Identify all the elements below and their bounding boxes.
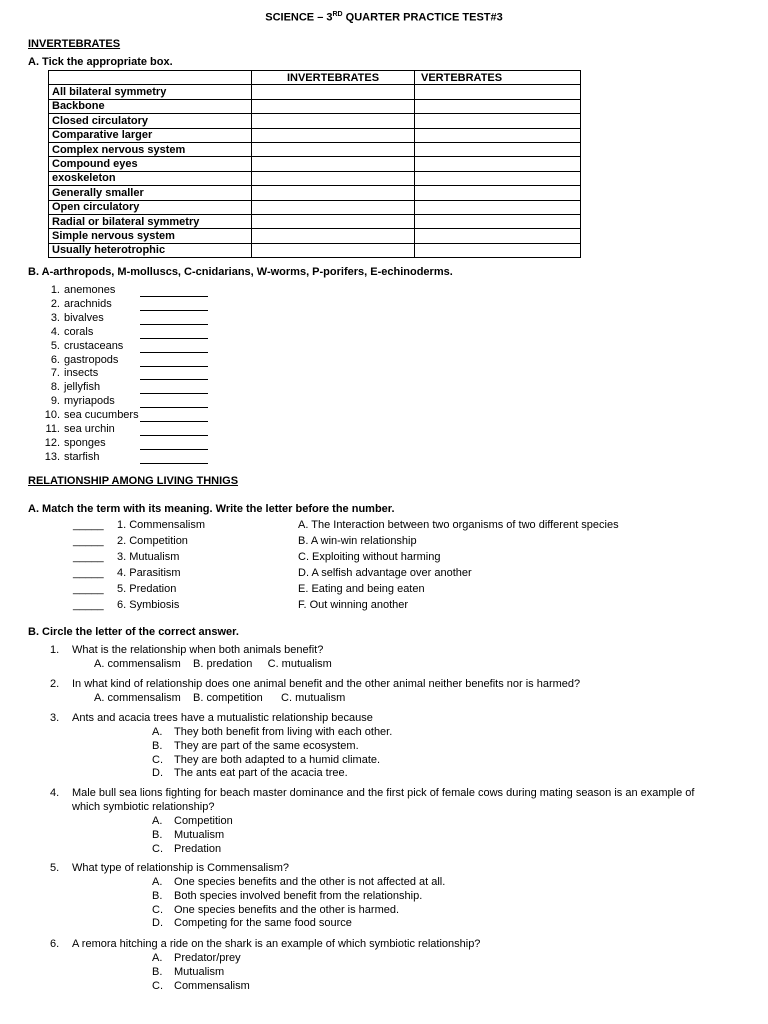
list-number: 3. xyxy=(50,311,60,324)
option-text: One species benefits and the other is harmed. xyxy=(174,903,400,916)
option-text: The ants eat part of the acacia tree. xyxy=(174,767,348,780)
match-meaning: C. Exploiting without harming xyxy=(298,551,441,563)
match-meaning: A. The Interaction between two organisms of two different species xyxy=(298,519,619,531)
invertebrate-tick-box[interactable] xyxy=(252,142,415,156)
invertebrate-tick-box[interactable] xyxy=(252,243,415,257)
list-number: 12. xyxy=(44,436,60,449)
list-number: 1. xyxy=(50,284,60,296)
answer-blank[interactable] xyxy=(140,410,208,422)
vertebrate-tick-box[interactable] xyxy=(415,243,581,257)
match-term: 6. Symbiosis xyxy=(117,599,180,611)
trait-label: Closed circulatory xyxy=(49,114,252,128)
list-number: 13. xyxy=(44,450,60,463)
answer-blank[interactable] xyxy=(140,299,208,311)
table-header-blank xyxy=(49,71,252,85)
answer-blank[interactable] xyxy=(140,424,208,436)
option-letter[interactable]: D. xyxy=(152,917,163,930)
tick-table xyxy=(48,70,581,258)
option-text: Commensalism xyxy=(174,979,250,992)
option-text: Mutualism xyxy=(174,965,225,978)
part-a-instruction: A. Tick the appropriate box. xyxy=(28,56,173,68)
match-meaning: D. A selfish advantage over another xyxy=(298,567,472,579)
option-text: They are both adapted to a humid climate. xyxy=(174,753,381,766)
table-row xyxy=(49,200,581,214)
list-number: 2. xyxy=(50,297,60,310)
match-instruction: A. Match the term with its meaning. Write the letter before the number. xyxy=(28,503,395,515)
question-number: 5. xyxy=(50,862,60,874)
list-label: myriapods xyxy=(64,395,115,408)
option-letter[interactable]: B. xyxy=(152,965,163,978)
question-text: What is the relationship when both animals benefit? xyxy=(72,644,324,656)
option-letter[interactable]: B. xyxy=(152,828,163,841)
match-blank[interactable]: _____ xyxy=(73,599,104,611)
question-text: What type of relationship is Commensalism? xyxy=(72,862,290,874)
table-row xyxy=(49,157,581,171)
match-blank[interactable]: _____ xyxy=(73,567,104,579)
trait-label: Usually heterotrophic xyxy=(49,243,252,257)
match-term: 4. Parasitism xyxy=(117,567,181,579)
answer-blank[interactable] xyxy=(140,327,208,339)
option-letter[interactable]: A. xyxy=(152,726,163,738)
answer-blank[interactable] xyxy=(140,438,208,450)
section-heading-relationships: RELATIONSHIP AMONG LIVING THNIGS xyxy=(28,475,239,487)
question-text: In what kind of relationship does one animal benefit and the other animal neither benefits nor is harmed? xyxy=(72,678,581,690)
circle-instruction: B. Circle the letter of the correct answer. xyxy=(28,626,239,638)
list-number: 7. xyxy=(50,367,60,380)
question-text: Ants and acacia trees have a mutualistic relationship because xyxy=(72,712,373,724)
trait-label: All bilateral symmetry xyxy=(49,85,252,99)
list-number: 8. xyxy=(50,381,60,394)
option-letter[interactable]: C. xyxy=(152,903,163,916)
trait-label: Comparative larger xyxy=(49,128,252,142)
vertebrate-tick-box[interactable] xyxy=(415,114,581,128)
answer-blank[interactable] xyxy=(140,452,208,464)
table-row xyxy=(49,114,581,128)
vertebrate-tick-box[interactable] xyxy=(415,200,581,214)
vertebrate-tick-box[interactable] xyxy=(415,214,581,228)
list-label: jellyfish xyxy=(64,381,101,394)
trait-label: Simple nervous system xyxy=(49,229,252,243)
list-item xyxy=(44,312,104,324)
list-label: arachnids xyxy=(64,297,112,310)
list-number: 11. xyxy=(45,423,60,435)
list-item xyxy=(44,423,115,435)
vertebrate-tick-box[interactable] xyxy=(415,85,581,99)
option-text: Predator/prey xyxy=(174,952,241,964)
list-label: corals xyxy=(64,325,94,338)
table-row xyxy=(49,99,581,113)
invertebrate-tick-box[interactable] xyxy=(252,186,415,200)
table-header-vertebrates: VERTEBRATES xyxy=(415,71,581,85)
option-letter[interactable]: A. xyxy=(152,876,163,888)
list-label: insects xyxy=(64,367,99,380)
invertebrate-tick-box[interactable] xyxy=(252,214,415,228)
answer-blank[interactable] xyxy=(140,285,208,297)
table-row xyxy=(49,186,581,200)
option-text: They are part of the same ecosystem. xyxy=(174,739,359,752)
list-number: 5. xyxy=(50,339,60,352)
part-b-instruction: B. A-arthropods, M-molluscs, C-cnidarians, W-worms, P-porifers, E-echinoderms. xyxy=(28,266,453,278)
list-label: sea cucumbers xyxy=(64,409,139,422)
answer-blank[interactable] xyxy=(140,382,208,394)
list-label: anemones xyxy=(64,284,116,296)
list-item xyxy=(44,326,93,338)
match-term: 3. Mutualism xyxy=(117,551,180,563)
trait-label: exoskeleton xyxy=(49,171,252,185)
list-item xyxy=(44,437,106,449)
option-letter[interactable]: D. xyxy=(152,767,163,780)
trait-label: Radial or bilateral symmetry xyxy=(49,214,252,228)
question-number: 2. xyxy=(50,678,60,690)
option-text: Competition xyxy=(174,815,233,827)
trait-label: Open circulatory xyxy=(49,200,252,214)
answer-blank[interactable] xyxy=(140,368,208,380)
option-letter[interactable]: C. xyxy=(152,979,163,992)
table-row xyxy=(49,243,581,257)
list-label: sea urchin xyxy=(64,423,115,435)
list-number: 10. xyxy=(44,409,60,422)
table-row xyxy=(49,85,581,99)
match-blank[interactable]: _____ xyxy=(73,551,104,563)
option-letter[interactable]: A. xyxy=(152,952,163,964)
list-item xyxy=(44,409,139,421)
vertebrate-tick-box[interactable] xyxy=(415,229,581,243)
list-label: crustaceans xyxy=(64,339,124,352)
match-blank[interactable]: _____ xyxy=(73,583,104,595)
invertebrate-tick-box[interactable] xyxy=(252,128,415,142)
table-row xyxy=(49,142,581,156)
answer-blank[interactable] xyxy=(140,355,208,367)
option-letter[interactable]: C. xyxy=(152,842,163,855)
list-label: sponges xyxy=(64,436,106,449)
vertebrate-tick-box[interactable] xyxy=(415,142,581,156)
table-row xyxy=(49,229,581,243)
list-item xyxy=(44,381,100,393)
match-meaning: B. A win-win relationship xyxy=(298,535,417,547)
invertebrate-tick-box[interactable] xyxy=(252,99,415,113)
question-number: 3. xyxy=(50,712,60,724)
option-letter[interactable]: B. xyxy=(152,739,163,752)
list-label: bivalves xyxy=(64,311,104,324)
answer-blank[interactable] xyxy=(140,341,208,353)
vertebrate-tick-box[interactable] xyxy=(415,157,581,171)
option-text: They both benefit from living with each other. xyxy=(174,726,393,738)
match-term: 5. Predation xyxy=(117,583,177,595)
match-term: 1. Commensalism xyxy=(117,519,206,531)
page-title: SCIENCE – 3RD QUARTER PRACTICE TEST#3 xyxy=(265,11,503,24)
invertebrate-tick-box[interactable] xyxy=(252,114,415,128)
invertebrate-tick-box[interactable] xyxy=(252,229,415,243)
vertebrate-tick-box[interactable] xyxy=(415,128,581,142)
invertebrate-tick-box[interactable] xyxy=(252,200,415,214)
section-heading-invertebrates: INVERTEBRATES xyxy=(28,38,121,50)
list-item xyxy=(44,340,123,352)
trait-label: Compound eyes xyxy=(49,157,252,171)
vertebrate-tick-box[interactable] xyxy=(415,186,581,200)
invertebrate-tick-box[interactable] xyxy=(252,157,415,171)
list-number: 6. xyxy=(50,353,60,366)
option-text: Predation xyxy=(174,842,222,855)
list-item xyxy=(44,354,118,366)
option-text: Competing for the same food source xyxy=(174,917,352,930)
list-item xyxy=(44,367,98,379)
question-number: 1. xyxy=(50,644,60,656)
question-text-cont: which symbiotic relationship? xyxy=(72,801,215,813)
answer-blank[interactable] xyxy=(140,396,208,408)
option-text: Both species involved benefit from the relationship. xyxy=(174,889,423,902)
list-item xyxy=(44,298,112,310)
invertebrate-tick-box[interactable] xyxy=(252,85,415,99)
list-item xyxy=(44,284,115,296)
option-letter[interactable]: A. xyxy=(152,815,163,827)
option-letter[interactable]: C. xyxy=(152,753,163,766)
list-label: gastropods xyxy=(64,353,119,366)
list-label: starfish xyxy=(64,450,100,463)
vertebrate-tick-box[interactable] xyxy=(415,99,581,113)
question-text: A remora hitching a ride on the shark is an example of which symbiotic relationship? xyxy=(72,938,481,950)
table-header-row xyxy=(49,71,581,85)
question-text: Male bull sea lions fighting for beach master dominance and the first pick of female cows during mating season is an example of xyxy=(72,787,695,799)
match-blank[interactable]: _____ xyxy=(73,519,104,531)
answer-choices[interactable]: A. commensalism B. predation C. mutualism xyxy=(94,658,332,670)
list-number: 4. xyxy=(50,325,60,338)
match-term: 2. Competition xyxy=(117,535,188,547)
match-meaning: E. Eating and being eaten xyxy=(298,583,425,595)
answer-choices[interactable]: A. commensalism B. competition C. mutualism xyxy=(94,692,346,704)
list-number: 9. xyxy=(50,395,60,408)
option-letter[interactable]: B. xyxy=(152,889,163,902)
list-item xyxy=(44,451,99,463)
match-blank[interactable]: _____ xyxy=(73,535,104,547)
trait-label: Generally smaller xyxy=(49,186,252,200)
answer-blank[interactable] xyxy=(140,313,208,325)
question-number: 4. xyxy=(50,787,60,799)
option-text: One species benefits and the other is not affected at all. xyxy=(174,876,446,888)
trait-label: Backbone xyxy=(49,99,252,113)
question-number: 6. xyxy=(50,938,60,950)
option-text: Mutualism xyxy=(174,828,225,841)
trait-label: Complex nervous system xyxy=(49,142,252,156)
table-row xyxy=(49,214,581,228)
list-item xyxy=(44,395,115,407)
table-row xyxy=(49,171,581,185)
table-header-invertebrates: INVERTEBRATES xyxy=(252,71,415,85)
invertebrate-tick-box[interactable] xyxy=(252,171,415,185)
vertebrate-tick-box[interactable] xyxy=(415,171,581,185)
table-row xyxy=(49,128,581,142)
match-meaning: F. Out winning another xyxy=(298,599,409,611)
